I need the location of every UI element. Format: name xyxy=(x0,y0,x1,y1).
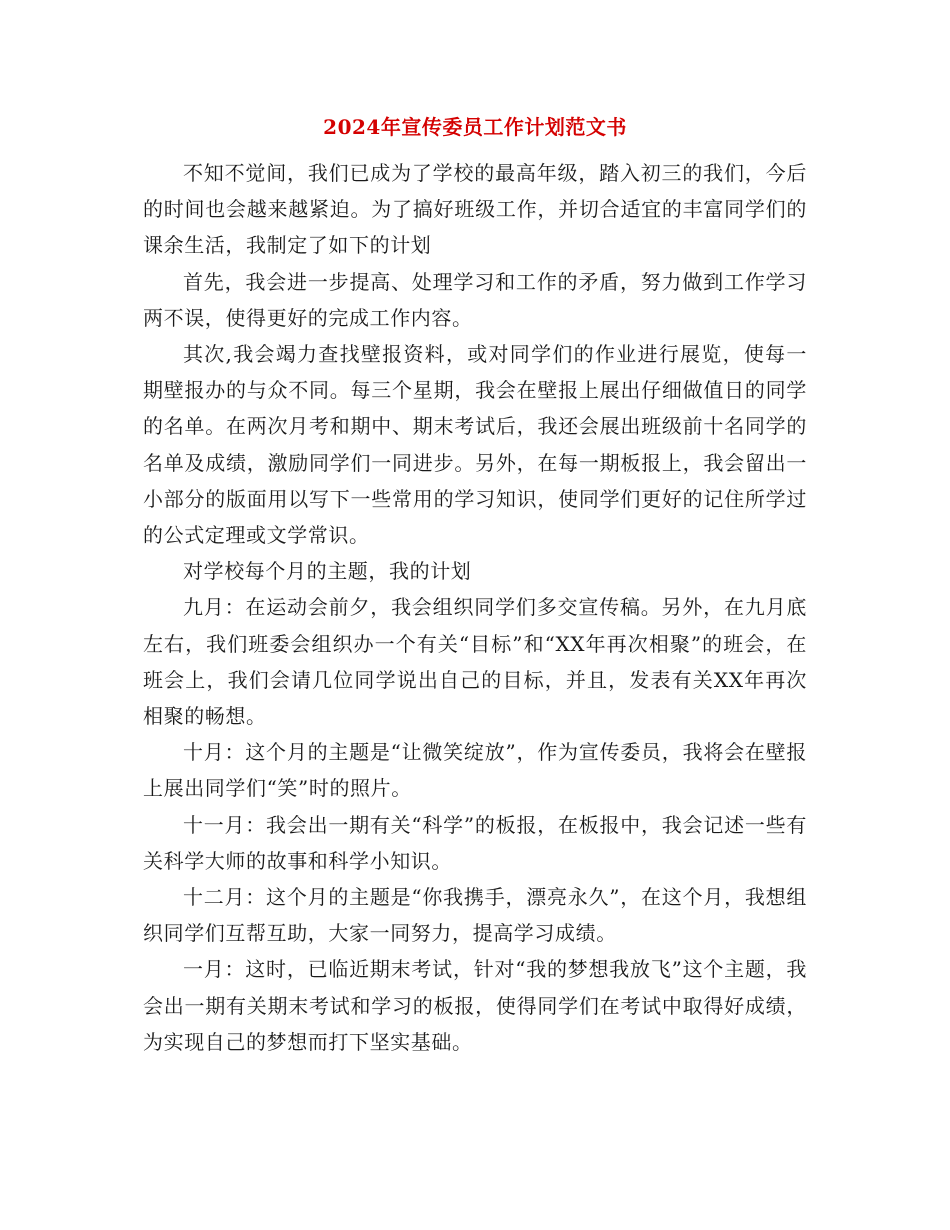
paragraph-october: 十月：这个月的主题是“让微笑绽放”，作为宣传委员，我将会在壁报上展出同学们“笑”时的照片。 xyxy=(143,740,807,801)
paragraph-november: 十一月：我会出一期有关“科学”的板报，在板报中，我会记述一些有关科学大师的故事和科学小知识。 xyxy=(143,812,807,873)
paragraph-second: 其次,我会竭力查找壁报资料，或对同学们的作业进行展览，使每一期壁报办的与众不同。每三个星期，我会在壁报上展出仔细做值日的同学的名单。在两次月考和期中、期末考试后，我还会展出班级前十名同学的名单及成绩，激励同学们一同进步。另外，在每一期板报上，我会留出一小部分的版面用以写下一些常用的学习知识，使同学们更好的记住所学过的公式定理或文学常识。 xyxy=(143,342,807,548)
paragraph-september: 九月：在运动会前夕，我会组织同学们多交宣传稿。另外，在九月底左右，我们班委会组织办一个有关“目标”和“XX年再次相聚”的班会，在班会上，我们会请几位同学说出自己的目标，并且，发表有关XX年再次相聚的畅想。 xyxy=(143,595,807,729)
paragraph-intro: 不知不觉间，我们已成为了学校的最高年级，踏入初三的我们，今后的时间也会越来越紧迫。为了搞好班级工作，并切合适宜的丰富同学们的课余生活，我制定了如下的计划 xyxy=(143,161,807,258)
paragraph-december: 十二月：这个月的主题是“你我携手，漂亮永久”，在这个月，我想组织同学们互帮互助，大家一同努力，提高学习成绩。 xyxy=(143,885,807,946)
document-title: 2024年宣传委员工作计划范文书 xyxy=(323,115,627,139)
paragraph-monthly-plan-heading: 对学校每个月的主题，我的计划 xyxy=(183,559,472,584)
document-body xyxy=(143,155,807,1060)
paragraph-january: 一月：这时，已临近期末考试，针对“我的梦想我放飞”这个主题，我会出一期有关期末考试和学习的板报，使得同学们在考试中取得好成绩，为实现自己的梦想而打下坚实基础。 xyxy=(143,957,807,1054)
paragraph-first: 首先，我会进一步提高、处理学习和工作的矛盾，努力做到工作学习两不误，使得更好的完成工作内容。 xyxy=(143,269,807,330)
